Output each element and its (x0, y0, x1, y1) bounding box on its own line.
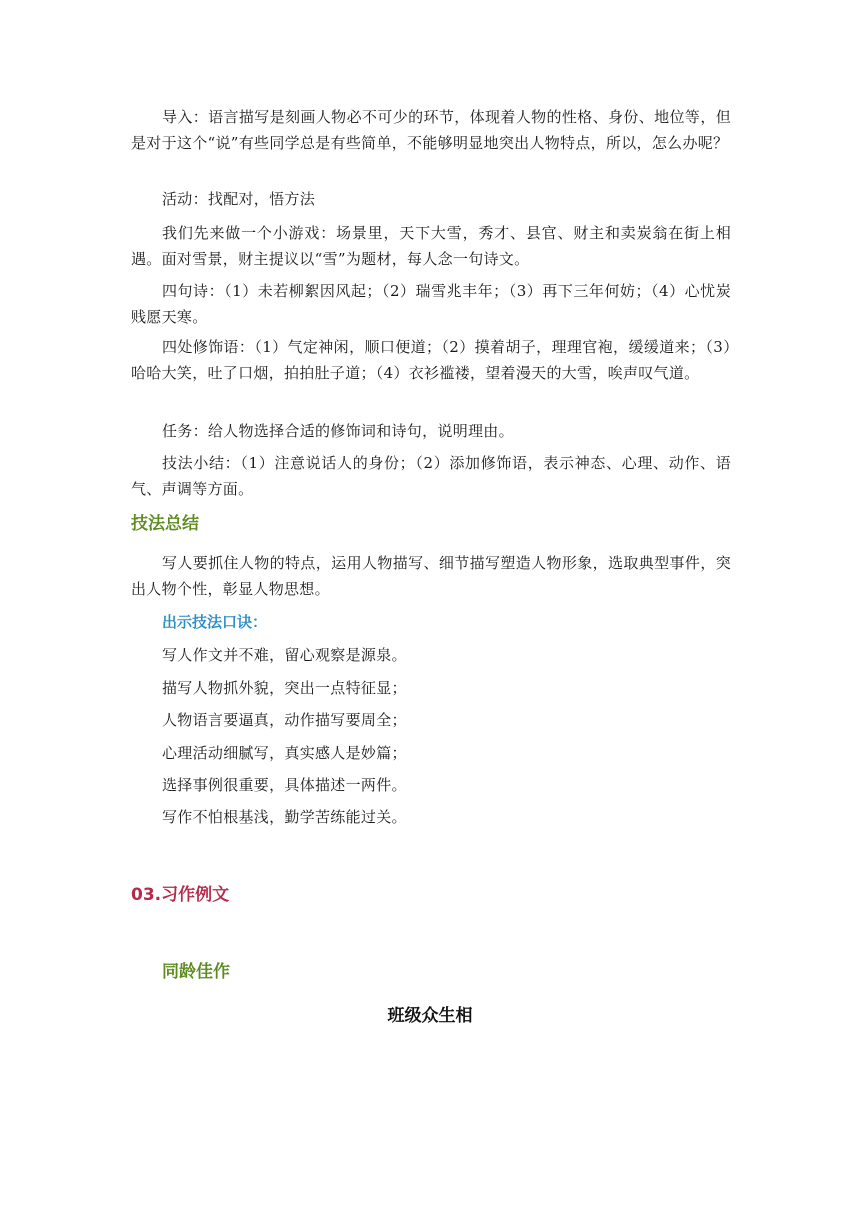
mnemonic-heading: 出示技法口诀： (162, 613, 268, 631)
section-subheading: 同龄佳作 (162, 962, 230, 982)
technique-heading: 技法总结 (131, 514, 199, 534)
mnemonic-line: 描写人物抓外貌，突出一点特征显； (162, 679, 407, 697)
mnemonic-line: 人物语言要逼真，动作描写要周全； (162, 711, 407, 729)
intro-paragraph: 导入：语言描写是刻画人物必不可少的环节，体现着人物的性格、身份、地位等，但是对于这个“说”有些同学总是有些简单，不能够明显地突出人物特点，所以，怎么办呢？ (131, 108, 731, 152)
activity-paragraph: 活动：找配对，悟方法 (162, 190, 316, 208)
modifiers-paragraph: 四处修饰语：（1）气定神闲，顺口便道；（2）摸着胡子，理理官袍，缓缓道来；（3）哈哈大笑，吐了口烟，拍拍肚子道；（4）衣衫褴褛，望着漫天的大雪，唉声叹气道。 (131, 338, 731, 382)
essay-title: 班级众生相 (387, 1006, 473, 1026)
mnemonic-line: 写人作文并不难，留心观察是源泉。 (162, 646, 407, 664)
mnemonic-line: 心理活动细腻写，真实感人是妙篇； (162, 744, 407, 762)
game-paragraph: 我们先来做一个小游戏：场景里，天下大雪，秀才、县官、财主和卖炭翁在街上相遇。面对雪景，财主提议以“雪”为题材，每人念一句诗文。 (131, 224, 731, 268)
mnemonic-line: 选择事例很重要，具体描述一两件。 (162, 776, 407, 794)
poems-paragraph: 四句诗：（1）未若柳絮因风起；（2）瑞雪兆丰年；（3）再下三年何妨；（4）心忧炭贱愿天寒。 (131, 282, 731, 326)
section-heading: 03.习作例文 (131, 885, 230, 905)
task-paragraph: 任务：给人物选择合适的修饰词和诗句，说明理由。 (162, 422, 514, 440)
technique-paragraph: 写人要抓住人物的特点，运用人物描写、细节描写塑造人物形象，选取典型事件，突出人物个性，彰显人物思想。 (131, 554, 731, 598)
mnemonic-line: 写作不怕根基浅，勤学苦练能过关。 (162, 808, 407, 826)
summary-paragraph: 技法小结：（1）注意说话人的身份；（2）添加修饰语，表示神态、心理、动作、语气、声调等方面。 (131, 454, 731, 498)
